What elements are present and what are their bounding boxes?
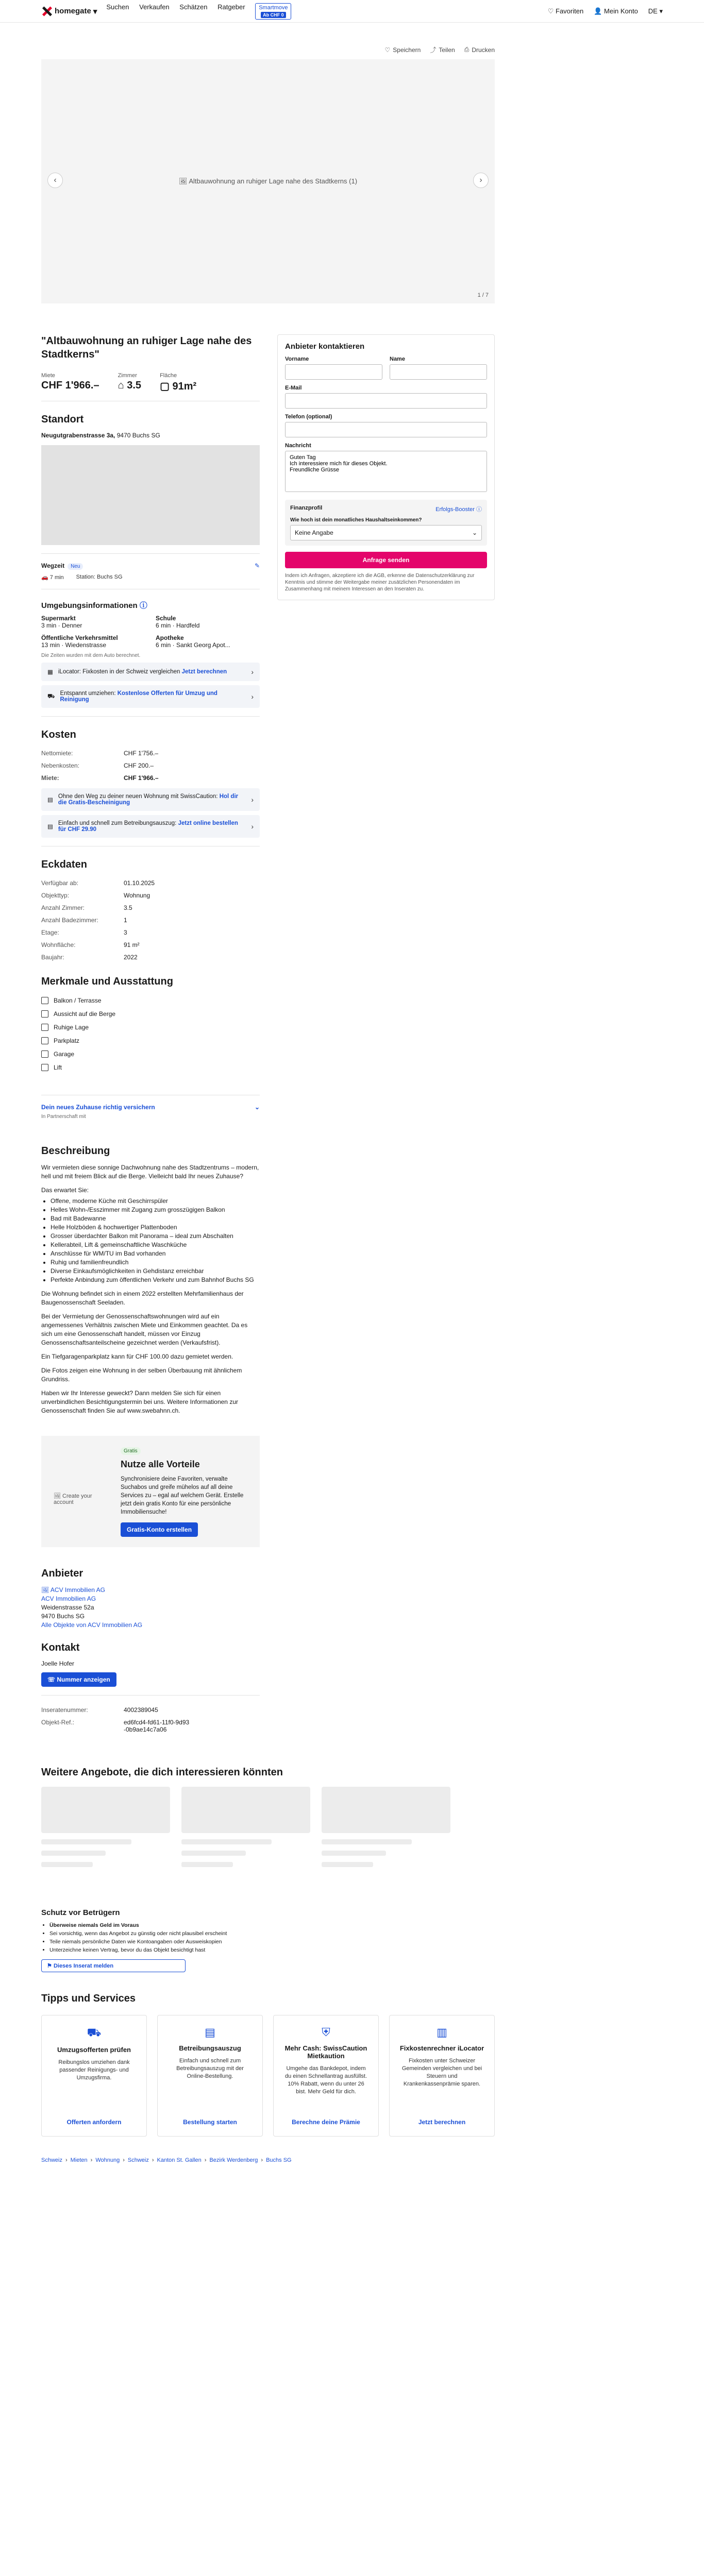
moving-icon: ⛟ [87,2026,102,2039]
share-button[interactable]: ⤴ Teilen [430,46,455,54]
area-label: Fläche [160,372,177,379]
message-label: Nachricht [285,443,311,449]
breadcrumb-item[interactable]: Kanton St. Gallen [157,2157,202,2163]
legal-note: Indem ich Anfragen, akzeptiere ich die AGB, erkenne die Datenschutzerklärung zur Kenntnis und stimme der Weitergabe meiner zusätzlichen Personendaten im Zusammenhang mit meinem Interessen an den Inseraten zu. [285,573,475,592]
nav-schaetzen[interactable]: Schätzen [179,3,208,11]
contact-heading: Kontakt [41,1642,80,1653]
gallery-counter: 1 / 7 [477,292,489,298]
feature-item: Aussicht auf die Berge [41,1007,260,1021]
tip-card[interactable]: ▥ Fixkostenrechner iLocator Fixkosten unter Schweizer Gemeinden vergleichen und bei Steuern und Krankenkassenprämie sparen. Jetzt berechnen [389,2015,495,2137]
cost-row: Nebenkosten: CHF 200.– [41,762,154,769]
detail-row: Anzahl Badezimmer: 1 [41,917,127,924]
commute-time: 🚗 7 min [41,574,64,581]
ref-row: Inseratenummer: 4002389045 [41,1706,158,1714]
breadcrumb-item[interactable]: Bezirk Werdenberg [209,2157,258,2163]
language-select[interactable]: DE ▾ [648,7,663,15]
commute-label: Wegzeit [41,562,65,569]
flag-icon: ⚑ [47,1963,52,1969]
finance-link[interactable]: Erfolgs-Booster ⓘ [435,506,482,513]
surrounding-item: Schule 6 min · Hardfeld [156,615,200,629]
cost-row: Nettomiete: CHF 1'756.– [41,750,158,757]
parking-icon [41,1037,48,1044]
promo-image: 🖼 Create your account [54,1493,92,1505]
smartmove-button[interactable]: Smartmove Ab CHF 0 [255,3,291,20]
phone-label: Telefon (optional) [285,414,332,420]
surroundings-note: Die Zeiten wurden mit dem Auto berechnet. [41,653,141,658]
feature-item: Lift [41,1061,260,1074]
report-listing-button[interactable]: ⚑ Dieses Inserat melden [41,1959,186,1972]
phone-field[interactable] [285,422,487,437]
breadcrumb-item[interactable]: Schweiz [41,2157,62,2163]
map-icon: ▥ [437,2026,447,2039]
chevron-down-icon: ⌄ [254,1104,260,1111]
debt-extract-box[interactable]: ▤ Einfach und schnell zum Betreibungsauszug: Jetzt online bestellen für CHF 29.90 › [41,815,260,838]
balcony-icon [41,997,48,1004]
address-city: 9470 Buchs SG [115,432,160,439]
description-heading: Beschreibung [41,1145,110,1157]
promo-badge: Gratis [121,1447,141,1455]
provider-all-link[interactable]: Alle Objekte von ACV Immobilien AG [41,1621,143,1629]
homegate-logo[interactable]: homegate ▾ [41,6,97,17]
tips-heading: Tipps und Services [41,1993,136,2004]
surrounding-item: Supermarkt 3 min · Denner [41,615,82,629]
email-label: E-Mail [285,385,302,391]
commute-destination: Station: Buchs SG [76,574,123,580]
swisscaution-box[interactable]: ▤ Ohne den Weg zu deiner neuen Wohnung mit SwissCaution: Hol dir die Gratis-Bescheinigung › [41,788,260,811]
document-icon: ▤ [47,824,53,830]
create-account-button[interactable]: Gratis-Konto erstellen [121,1522,198,1537]
brand-icon [41,6,53,17]
provider-city: 9470 Buchs SG [41,1613,85,1620]
detail-row: Objekttyp: Wohnung [41,892,150,899]
detail-row: Baujahr: 2022 [41,954,138,961]
obj-ref-row: Objekt-Ref.: ed6fcd4-fd61-11f0-9d93-0b9ae14c7a06 [41,1719,190,1733]
address-street: Neugutgrabenstrasse 3a, [41,432,115,439]
income-question: Wie hoch ist dein monatliches Haushaltseinkommen? [290,517,422,523]
details-heading: Eckdaten [41,859,87,870]
detail-row: Wohnfläche: 91 m² [41,941,140,948]
breadcrumb-item[interactable]: Schweiz [127,2157,149,2163]
save-button[interactable]: ♡ Speichern [384,46,421,54]
lastname-label: Name [390,356,405,362]
nav-verkaufen[interactable]: Verkaufen [139,3,170,11]
partner-note: In Partnerschaft mit [41,1114,86,1120]
print-button[interactable]: ⎙ Drucken [464,46,495,54]
listing-title: "Altbauwohnung an ruhiger Lage nahe des Stadtkerns" [41,335,252,360]
breadcrumb-item[interactable]: Buchs SG [266,2157,292,2163]
nav-ratgeber[interactable]: Ratgeber [217,3,245,11]
breadcrumb-item[interactable]: Mieten [70,2157,88,2163]
surroundings-heading: Umgebungsinformationen ⓘ [41,601,147,610]
costs-heading: Kosten [41,729,76,740]
document-icon: ▤ [47,797,53,803]
tip-card[interactable]: ⛟ Umzugsofferten prüfen Reibungslos umziehen dank passender Reinigungs- und Umzugsfirma. Offerten anfordern [41,2015,147,2137]
contact-person: Joelle Hofer [41,1660,75,1667]
chevron-right-icon: › [251,692,254,701]
feature-item: Ruhige Lage [41,1021,260,1034]
more-offers-heading: Weitere Angebote, die dich interessieren könnten [41,1767,283,1778]
rooms-value: ⌂ 3.5 [118,380,142,391]
show-number-button[interactable]: ☏ Nummer anzeigen [41,1672,116,1687]
income-select[interactable]: Keine Angabe ⌄ [290,525,482,540]
favorites-link[interactable]: ♡ Favoriten [547,7,584,15]
top-bar [0,0,704,23]
document-icon: ▤ [205,2026,215,2039]
heart-icon: ♡ [384,46,391,54]
firstname-label: Vorname [285,356,309,362]
lift-icon [41,1064,48,1071]
gallery-prev-button[interactable]: ‹ [47,173,63,188]
tip-card[interactable]: ▤ Betreibungsauszug Einfach und schnell zum Betreibungsauszug mit der Online-Bestellung. Bestellung starten [157,2015,263,2137]
provider-street: Weidenstrasse 52a [41,1604,94,1611]
feature-item: Parkplatz [41,1034,260,1047]
location-heading: Standort [41,414,84,425]
offer-card-placeholder[interactable] [41,1787,170,1898]
info-icon[interactable]: ⓘ [139,601,147,610]
mountain-icon [41,1010,48,1018]
insurance-accordion[interactable]: Dein neues Zuhause richtig versichern ⌄ [41,1104,260,1111]
promo-text: Synchronisiere deine Favoriten, verwalte Suchabos und greife mühelos auf all deine Services zu – egal auf welchem Gerät. Erstelle jetzt dein gratis Konto für eine persönliche Immobiliensuche! [121,1476,244,1515]
form-title: Anbieter kontaktieren [285,342,365,351]
printer-icon: ⎙ [464,46,470,53]
detail-row: Etage: 3 [41,929,127,936]
chevron-right-icon: › [251,822,254,831]
calculator-icon: ▦ [47,669,53,675]
feature-item: Balkon / Terrasse [41,994,260,1007]
edit-icon[interactable]: ✎ [254,562,260,569]
detail-row: Anzahl Zimmer: 3.5 [41,904,132,911]
nav-suchen[interactable]: Suchen [106,3,129,11]
description-text: Wir vermieten diese sonnige Dachwohnung nahe des Stadtzentrums – modern, hell und mit freiem Blick auf die Berge. Vielleicht bald Ihr neues Zuhause? Das erwartet Sie: • Offene, moderne Küche mit Geschirrspüler • Helles Wohn-/Esszimmer mit Zugang zum grosszügigen Balkon • Bad mit Badewanne • Helle Holzböden & hochwertiger Plattenboden • Grosser überdachter Balkon mit Panorama – ideal zum Abschalten • Kellerabteil, Lift & gemeinschaftliche Waschküche • Anschlüsse für WM/TU im Bad vorhanden • Ruhig und familienfreundlich • Diverse Einkaufsmöglichkeiten in Gehdistanz erreichbar • Perfekte Anbindung zum öffentlichen Verkehr und zum Bahnhof Buchs SG Die Wohnung befindet sich in einem 2022 erstellten Mehrfamilienhaus der Baugenossenschaft Seeladen. Bei der Vermietung der Genossenschaftswohnungen wird auf ein angemessenes Verhältnis zwischen Miete und Einkommen geachtet. Da es sich um eine Genossenschaft handelt, müssen vor Einzug Genossenschaftsanteilscheine gezeichnet werden (Verkaufsfrist). Ein Tiefgaragenparkplatz kann für CHF 100.00 dazu gemietet werden. Die Fotos zeigen eine Wohnung in der selben Überbauung mit ähnlichem Grundriss. Haben wir Ihr Interesse geweckt? Dann melden Sie sich für einen unverbindlichen Besichtigungstermin bei uns. Weitere Informationen zur Genossenschaft finden Sie auf www.swebahnn.ch. [41,1163,260,1415]
breadcrumb-item[interactable]: Wohnung [95,2157,120,2163]
surrounding-item: Öffentliche Verkehrsmittel 13 min · Wiedenstrasse [41,634,118,649]
finance-label: Finanzprofil [290,505,323,511]
location-map[interactable] [41,445,260,545]
truck-icon: ⛟ [47,693,55,700]
offer-card-placeholder[interactable] [322,1787,450,1898]
email-field[interactable] [285,393,487,409]
chevron-right-icon: › [251,795,254,804]
tip-card[interactable]: ⛨ Mehr Cash: SwissCaution Mietkaution Umgehe das Bankdepot, indem du einen Schnellantrag ausfüllst. 10% Rabatt, wenn du unter 26 bist. Mehr Geld für dich. Berechne deine Prämie [273,2015,379,2137]
detail-row: Verfügbar ab: 01.10.2025 [41,879,155,887]
rent-value: CHF 1'966.– [41,380,99,391]
contact-form [277,334,495,600]
rooms-label: Zimmer [118,372,137,379]
message-field[interactable] [285,451,487,492]
provider-logo: 🖼 ACV Immobilien AG [41,1586,105,1594]
shield-icon: ⛨ [322,2026,330,2039]
fraud-heading: Schutz vor Betrügern [41,1908,120,1917]
breadcrumb: Schweiz › Mieten › Wohnung › Schweiz › Kanton St. Gallen › Bezirk Werdenberg › Buchs SG [41,2157,292,2163]
moving-offer-box[interactable]: ⛟ Entspannt umziehen: Kostenlose Offerten für Umzug und Reinigung › [41,685,260,708]
account-promo [41,1436,260,1547]
submit-button[interactable]: Anfrage senden [285,552,487,568]
share-icon: ⤴ [430,46,437,54]
chevron-right-icon: › [251,668,254,676]
rooms-icon: ⌂ [118,380,124,391]
surrounding-item: Apotheke 6 min · Sankt Georg Apot... [156,634,230,649]
quiet-icon [41,1024,48,1031]
ilocator-box[interactable]: ▦ iLocator: Fixkosten in der Schweiz vergleichen Jetzt berechnen › [41,663,260,681]
feature-item: Garage [41,1047,260,1061]
area-value: ▢ 91m² [160,381,197,392]
area-icon: ▢ [160,381,170,392]
account-link[interactable]: 👤 Mein Konto [594,7,638,15]
main-nav [106,3,291,20]
firstname-field[interactable] [285,364,382,380]
new-badge: Neu [68,563,83,570]
fraud-list: • Überweise niemals Geld im Voraus • Sei vorsichtig, wenn das Angebot zu günstig oder nicht plausibel erscheint • Teile niemals persönliche Daten wie Kontoangaben oder Ausweiskopien • Unterzeichne keinen Vertrag, bevor du das Objekt besichtigt hast [49,1921,495,1954]
gallery-next-button[interactable]: › [473,173,489,188]
features-heading: Merkmale und Ausstattung [41,976,173,987]
offer-card-placeholder[interactable] [181,1787,310,1898]
chevron-down-icon: ⌄ [472,529,477,536]
garage-icon [41,1050,48,1058]
image-gallery[interactable] [41,59,495,303]
rent-label: Miete [41,372,55,379]
promo-title: Nutze alle Vorteile [121,1459,200,1469]
lastname-field[interactable] [390,364,487,380]
cost-row: Miete: CHF 1'966.– [41,774,159,782]
gallery-image: 🖼 Altbauwohnung an ruhiger Lage nahe des Stadtkerns (1) [178,177,358,185]
provider-name: ACV Immobilien AG [41,1595,96,1602]
provider-heading: Anbieter [41,1568,83,1579]
